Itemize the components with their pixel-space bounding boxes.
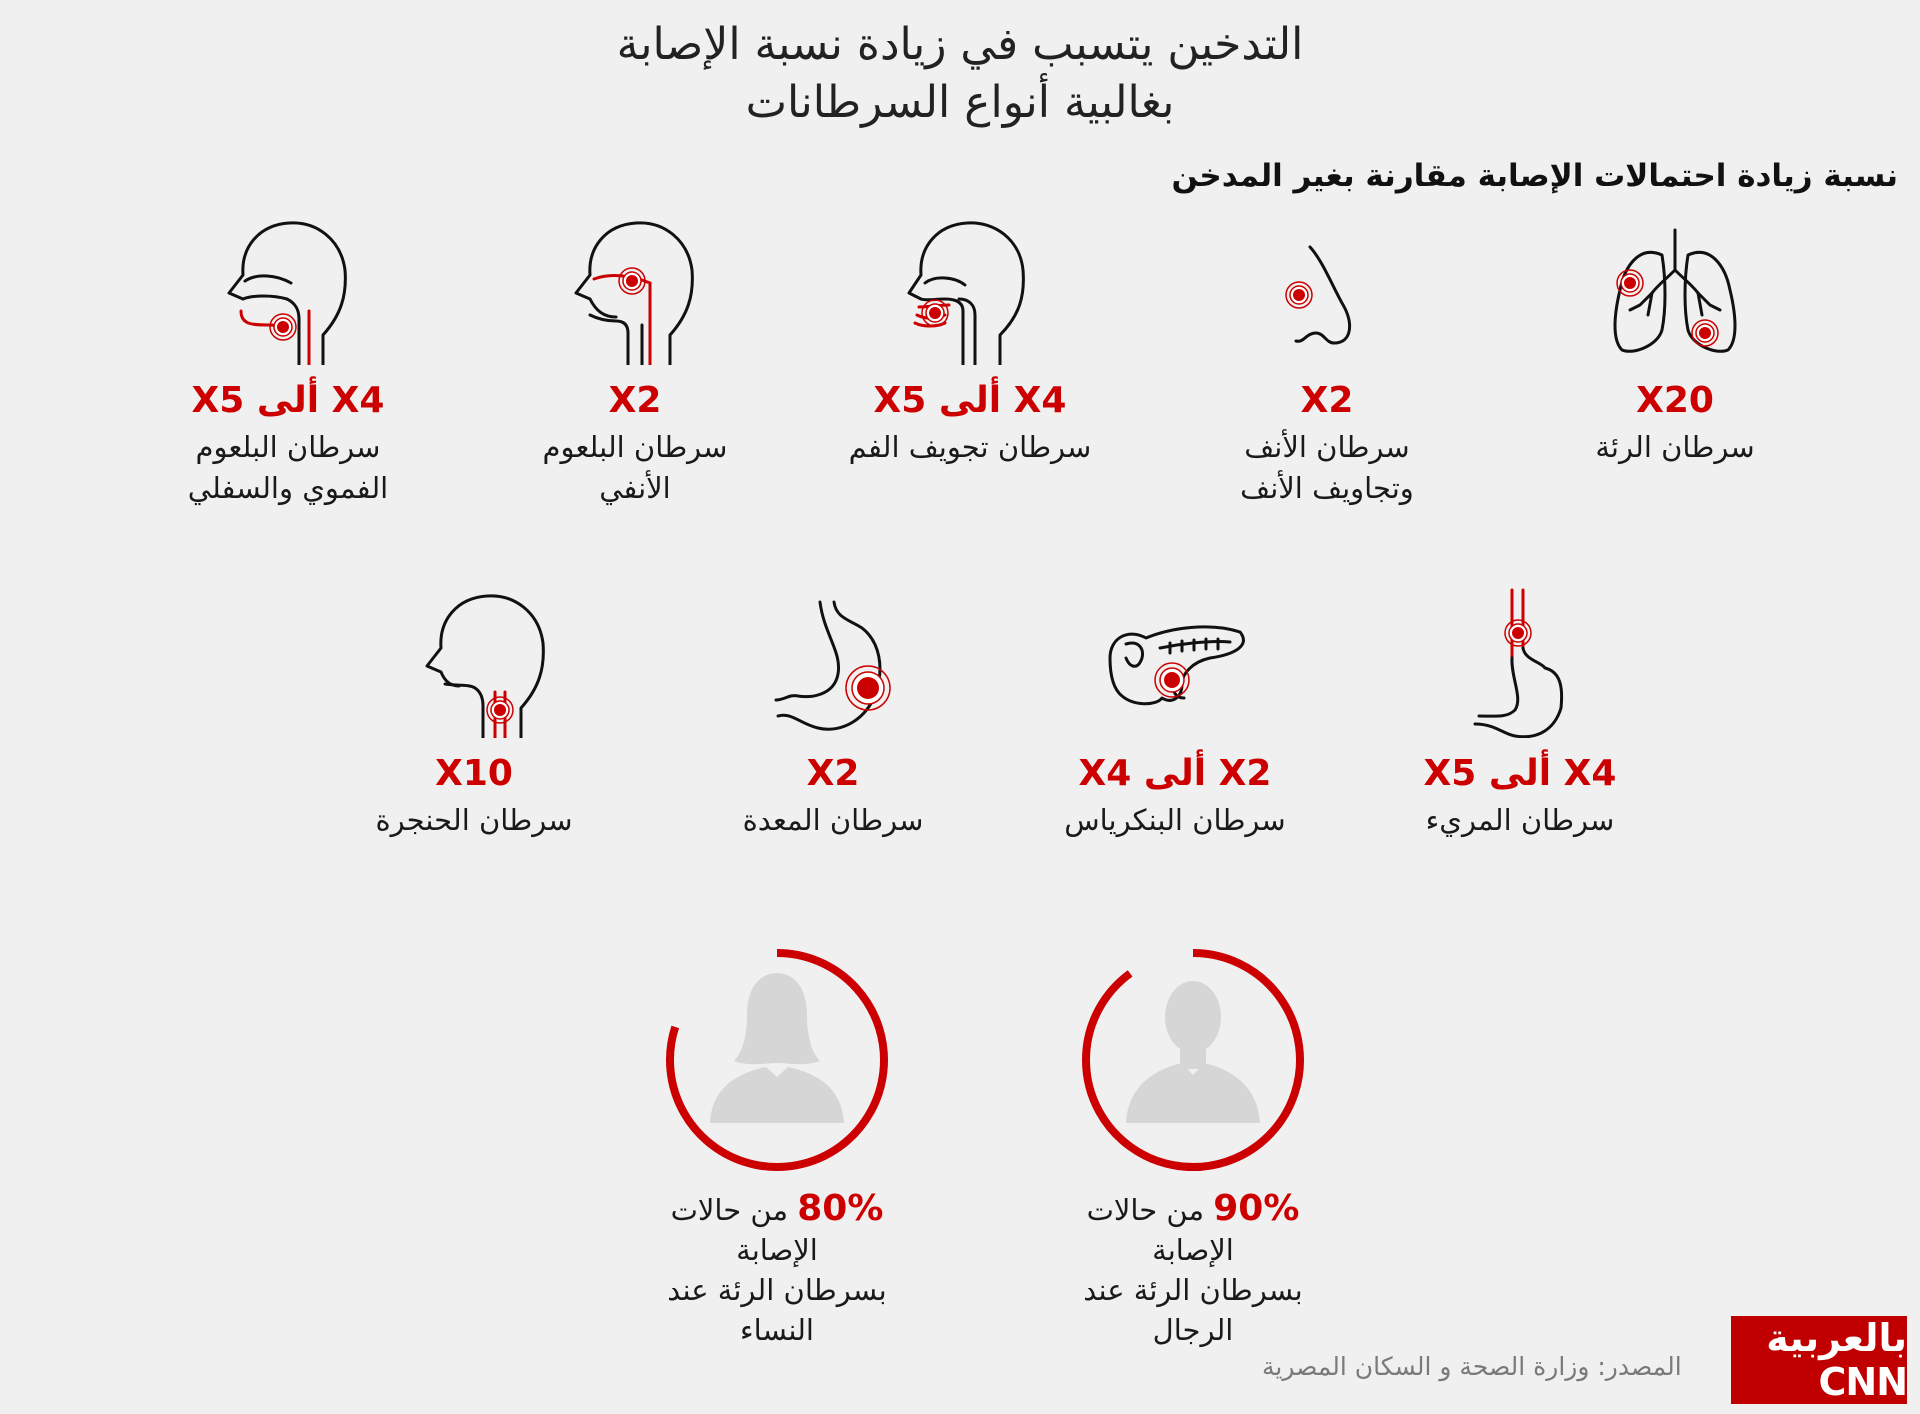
cancer-item-larynx <box>324 588 624 841</box>
cancer-item-oral-cavity <box>820 215 1120 468</box>
percent-value: 80% <box>797 1188 884 1229</box>
cancer-item-nasopharynx <box>485 215 785 509</box>
head-larynx-icon <box>399 588 549 738</box>
logo-text: بالعربية CNN <box>1766 1316 1907 1404</box>
cancer-item-lung <box>1525 215 1825 468</box>
woman-silhouette-icon <box>662 945 892 1175</box>
percent-text-1: من حالات الإصابة <box>670 1193 818 1267</box>
cancer-ratio: X2 <box>1300 380 1354 421</box>
percent-value: 90% <box>1213 1188 1300 1229</box>
cancer-name: سرطان المريء <box>1425 803 1615 837</box>
page-title <box>360 16 1560 132</box>
cancer-ratio: X4 ألى X5 <box>191 380 385 421</box>
cancer-ratio: X2 <box>608 380 662 421</box>
cancer-ratio: X20 <box>1636 380 1714 421</box>
section-subtitle: نسبة زيادة احتمالات الإصابة مقارنة بغير المدخن <box>1171 158 1898 194</box>
head-nasopharynx-icon <box>560 215 710 365</box>
cancer-item-esophagus <box>1370 588 1670 841</box>
nose-icon <box>1252 215 1402 365</box>
cancer-name: سرطان البنكرياس <box>1064 803 1286 837</box>
pancreas-icon <box>1100 588 1250 738</box>
lungs-icon <box>1600 215 1750 365</box>
cancer-name: سرطان البلعوم الأنفي <box>542 430 728 505</box>
cancer-item-pancreas <box>1025 588 1325 841</box>
man-silhouette-icon <box>1078 945 1308 1175</box>
cancer-name: سرطان الرئة <box>1595 430 1755 464</box>
cancer-name: سرطان الأنف وتجاويف الأنف <box>1240 430 1414 505</box>
head-mouth-icon <box>895 215 1045 365</box>
title-line-1: التدخين يتسبب في زيادة نسبة الإصابة <box>616 19 1304 70</box>
stomach-icon <box>758 588 908 738</box>
cancer-item-nose <box>1177 215 1477 509</box>
cancer-name: سرطان تجويف الفم <box>848 430 1092 464</box>
title-line-2: بغالبية أنواع السرطانات <box>745 77 1175 128</box>
percent-text-1: من حالات الإصابة <box>1086 1193 1234 1267</box>
women-lung-share <box>627 945 927 1350</box>
cancer-item-oropharynx <box>138 215 438 509</box>
cancer-ratio: X10 <box>435 753 513 794</box>
percent-text-2: بسرطان الرئة عند النساء <box>667 1273 887 1347</box>
cancer-ratio: X4 ألى X5 <box>873 380 1067 421</box>
cnn-arabic-logo <box>1731 1316 1907 1404</box>
cancer-ratio: X2 <box>806 753 860 794</box>
head-oropharynx-icon <box>213 215 363 365</box>
cancer-ratio: X4 ألى X5 <box>1423 753 1617 794</box>
men-lung-share <box>1043 945 1343 1350</box>
cancer-item-stomach <box>683 588 983 841</box>
cancer-name: سرطان المعدة <box>742 803 924 837</box>
percent-text-2: بسرطان الرئة عند الرجال <box>1083 1273 1303 1347</box>
esophagus-icon <box>1445 588 1595 738</box>
cancer-name: سرطان الحنجرة <box>375 803 573 837</box>
source-note: المصدر: وزارة الصحة و السكان المصرية <box>1262 1352 1682 1381</box>
cancer-name: سرطان البلعوم الفموي والسفلي <box>187 430 389 505</box>
cancer-ratio: X2 ألى X4 <box>1078 753 1272 794</box>
